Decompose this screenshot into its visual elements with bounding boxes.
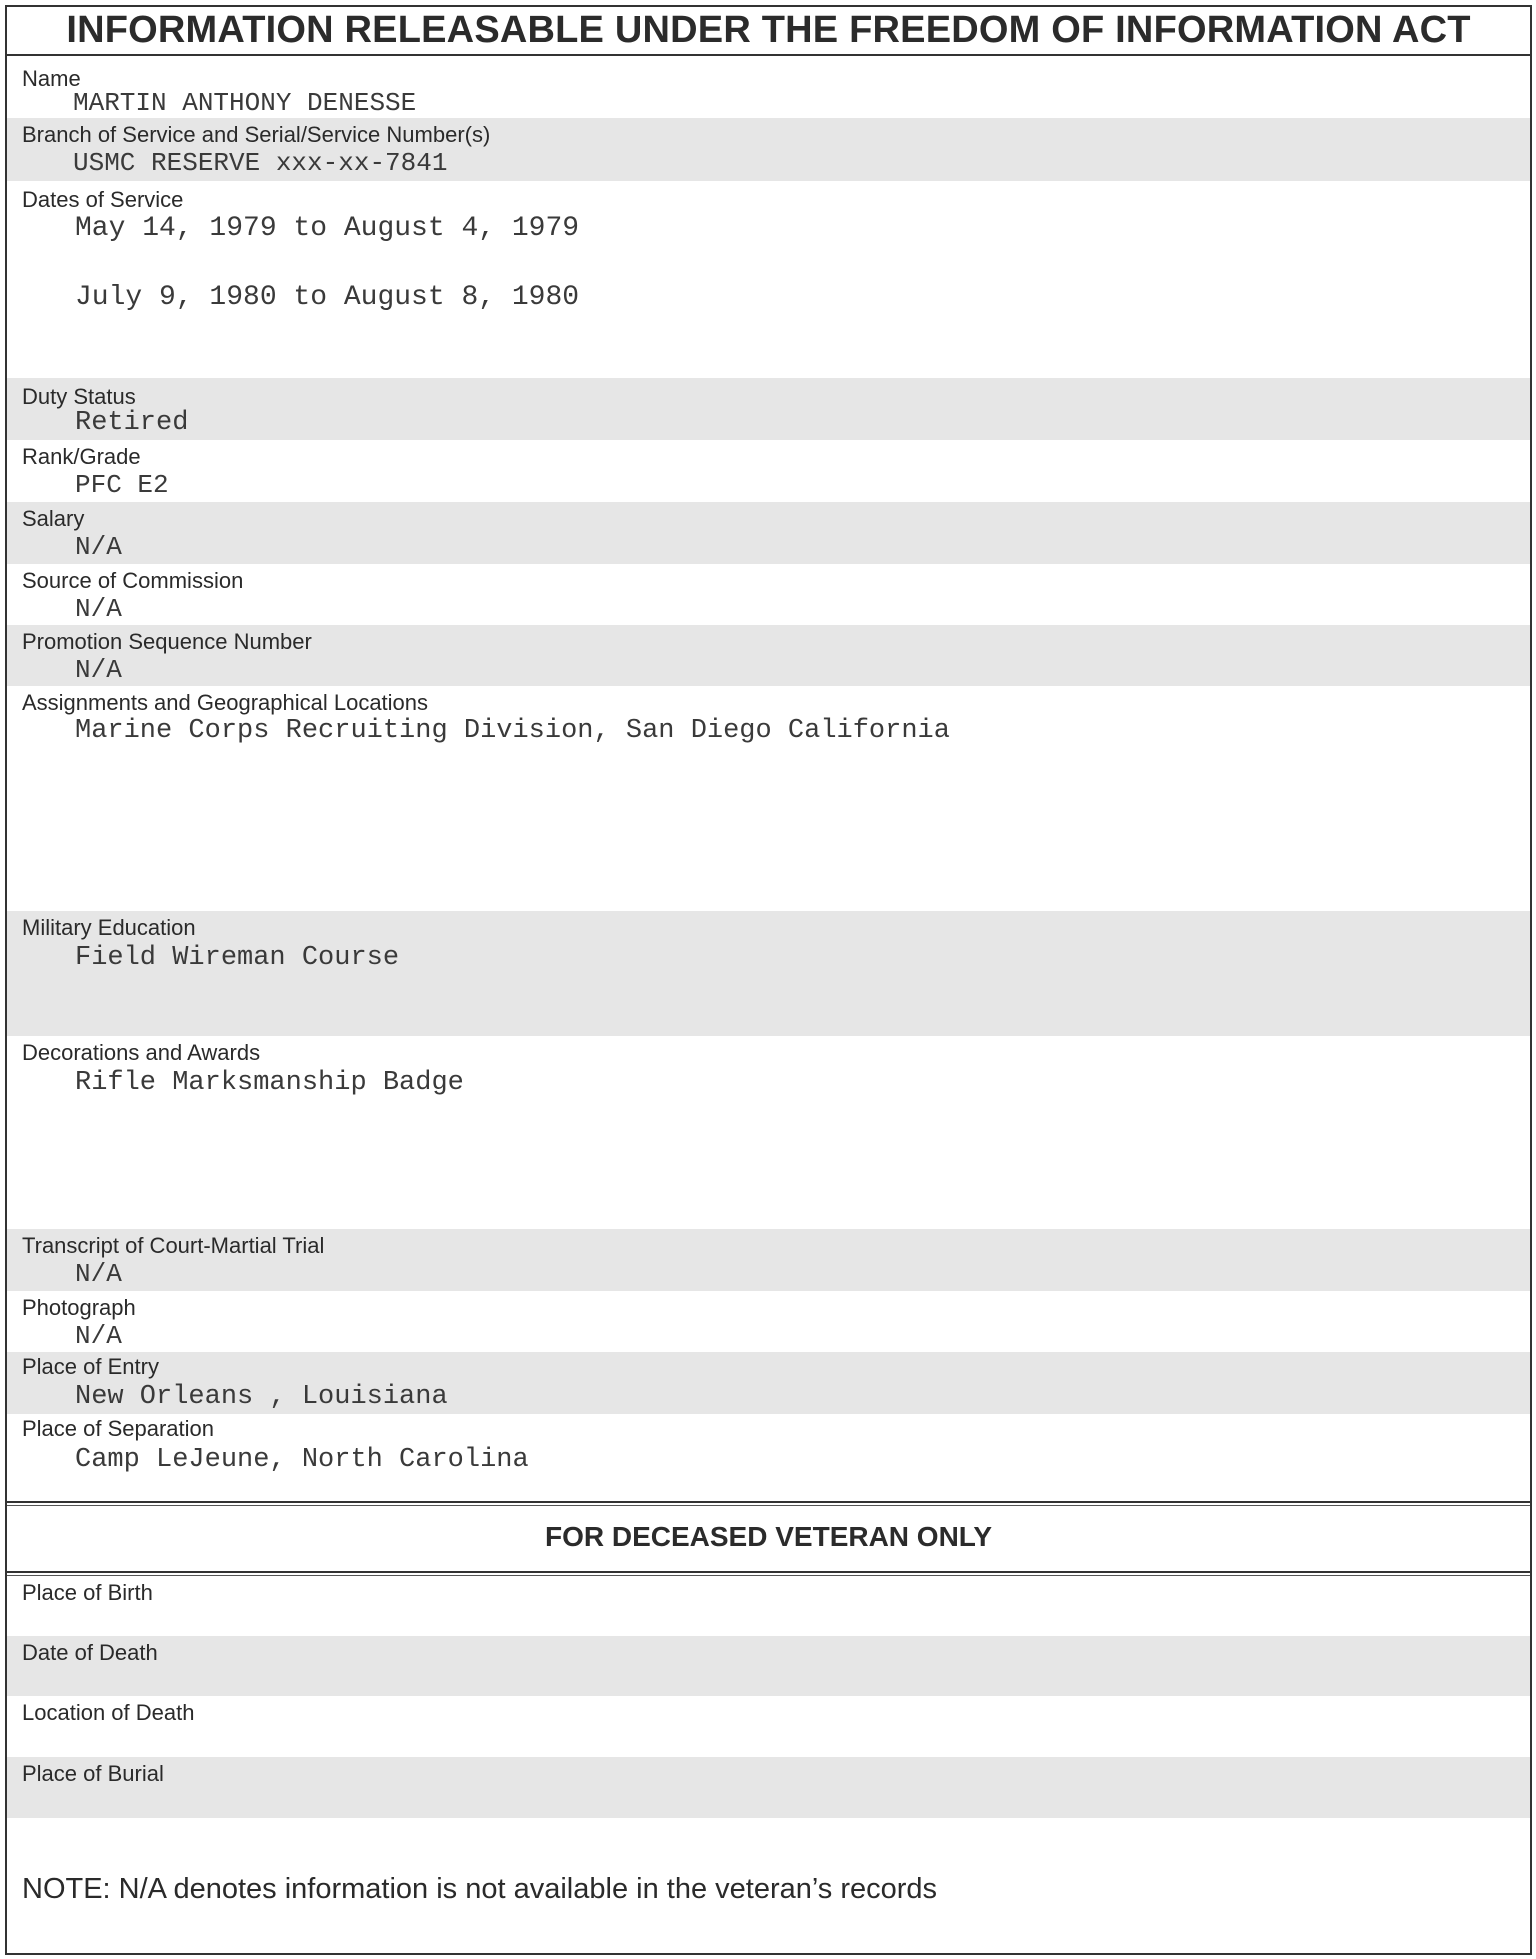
field-label: Photograph	[22, 1295, 136, 1320]
field-label: Transcript of Court-Martial Trial	[22, 1233, 325, 1258]
field-label: Date of Death	[22, 1640, 158, 1665]
field-label: Military Education	[22, 915, 196, 940]
field-value-assignments: Marine Corps Recruiting Division, San Diego California	[75, 716, 950, 746]
field-court-martial	[7, 1229, 1530, 1291]
field-place-of-birth	[7, 1576, 1530, 1636]
field-label: Location of Death	[22, 1700, 195, 1725]
field-salary	[7, 502, 1530, 564]
field-place-of-entry	[7, 1352, 1530, 1414]
field-value-dates-2: July 9, 1980 to August 8, 1980	[75, 282, 580, 313]
field-value-education: Field Wireman Course	[75, 943, 400, 973]
field-decorations-awards	[7, 1036, 1530, 1229]
field-label: Rank/Grade	[22, 444, 141, 469]
field-value-promotion: N/A	[75, 655, 122, 685]
field-promotion-sequence	[7, 625, 1530, 686]
field-value-branch: USMC RESERVE xxx-xx-7841	[73, 148, 448, 178]
field-value-name: MARTIN ANTHONY DENESSE	[73, 88, 417, 118]
field-branch	[7, 118, 1530, 181]
field-value-commission: N/A	[75, 594, 122, 624]
field-assignments	[7, 686, 1530, 911]
deceased-section-title: FOR DECEASED VETERAN ONLY	[544, 1521, 993, 1552]
field-label: Duty Status	[22, 384, 136, 409]
field-rank-grade	[7, 440, 1530, 502]
field-date-of-death	[7, 1636, 1530, 1696]
field-military-education	[7, 911, 1530, 1036]
field-label: Source of Commission	[22, 568, 244, 593]
field-value-dates-1: May 14, 1979 to August 4, 1979	[75, 213, 580, 244]
field-label: Place of Entry	[22, 1354, 159, 1379]
field-label: Place of Separation	[22, 1416, 215, 1441]
field-label: Branch of Service and Serial/Service Number(s)	[22, 122, 491, 147]
field-place-of-separation	[7, 1414, 1530, 1501]
section-divider	[7, 1501, 1530, 1506]
field-label: Assignments and Geographical Locations	[22, 690, 429, 715]
field-label: Place of Birth	[22, 1580, 153, 1605]
field-label: Name	[22, 66, 81, 91]
field-photograph	[7, 1291, 1530, 1352]
field-value-decorations: Rifle Marksmanship Badge	[75, 1068, 464, 1098]
field-label: Salary	[22, 506, 85, 531]
foia-record-form	[5, 5, 1532, 1955]
field-label: Promotion Sequence Number	[22, 629, 312, 654]
field-value-duty-status: Retired	[75, 408, 189, 438]
field-value-salary: N/A	[75, 532, 122, 562]
field-value-rank: PFC E2	[75, 470, 169, 500]
field-dates-of-service	[7, 181, 1530, 378]
footnote: NOTE: N/A denotes information is not available in the veteran’s records	[22, 1873, 938, 1905]
field-label: Place of Burial	[22, 1761, 164, 1786]
field-source-of-commission	[7, 564, 1530, 625]
field-value-place-separation: Camp LeJeune, North Carolina	[75, 1445, 529, 1475]
field-location-of-death	[7, 1696, 1530, 1757]
field-place-of-burial	[7, 1757, 1530, 1818]
field-value-court-martial: N/A	[75, 1259, 122, 1289]
field-label: Decorations and Awards	[22, 1040, 261, 1065]
field-duty-status	[7, 378, 1530, 440]
document-title: INFORMATION RELEASABLE UNDER THE FREEDOM OF INFORMATION ACT	[66, 9, 1471, 51]
field-label: Dates of Service	[22, 187, 184, 212]
field-name	[7, 56, 1530, 118]
field-value-photograph: N/A	[75, 1321, 122, 1351]
field-value-place-entry: New Orleans , Louisiana	[75, 1382, 448, 1412]
